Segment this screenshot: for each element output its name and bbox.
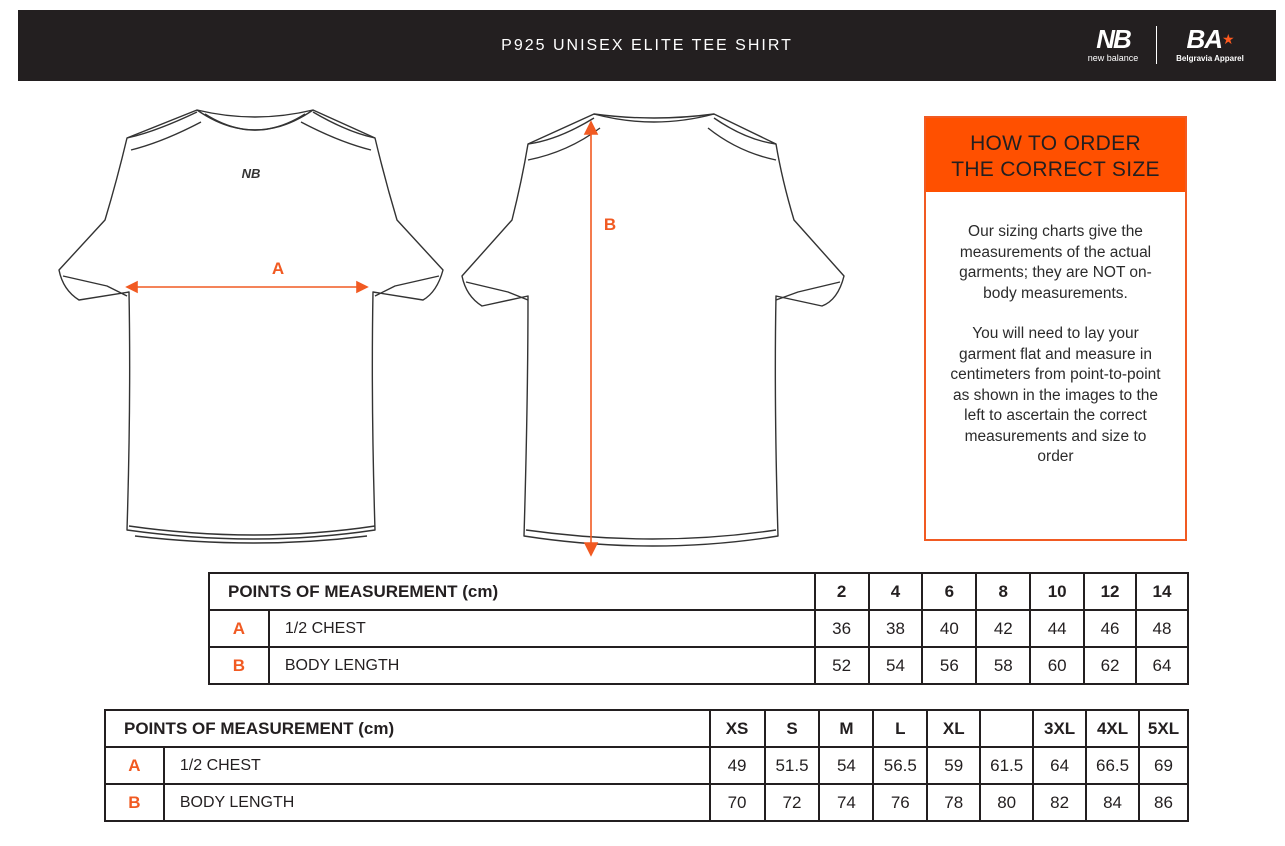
size-header <box>980 710 1033 747</box>
pom-heading: POINTS OF MEASUREMENT (cm) <box>209 573 815 610</box>
measurement-arrow-b <box>585 122 597 555</box>
size-header: 14 <box>1136 573 1188 610</box>
label-a: A <box>271 259 285 278</box>
value-cell: 82 <box>1033 784 1086 821</box>
value-cell: 78 <box>927 784 980 821</box>
table-header-row <box>105 710 1188 747</box>
size-header: M <box>819 710 873 747</box>
row-code: B <box>105 784 164 821</box>
label-b: B <box>603 215 617 234</box>
size-header: 2 <box>815 573 869 610</box>
value-cell: 61.5 <box>980 747 1033 784</box>
value-cell: 38 <box>869 610 923 647</box>
value-cell: 74 <box>819 784 873 821</box>
table-row <box>105 747 1188 784</box>
order-box-body <box>926 192 1185 468</box>
table-row <box>209 647 1188 684</box>
value-cell: 60 <box>1030 647 1084 684</box>
size-header: XL <box>927 710 980 747</box>
value-cell: 62 <box>1084 647 1136 684</box>
new-balance-logo <box>1080 26 1146 66</box>
row-label: BODY LENGTH <box>164 784 710 821</box>
size-header: XS <box>710 710 765 747</box>
page-title: P925 UNISEX ELITE TEE SHIRT <box>501 37 793 54</box>
size-header: 4XL <box>1086 710 1139 747</box>
value-cell: 84 <box>1086 784 1139 821</box>
size-header: 12 <box>1084 573 1136 610</box>
row-code: A <box>209 610 269 647</box>
header-bar <box>18 10 1276 81</box>
value-cell: 69 <box>1139 747 1188 784</box>
table-header-row <box>209 573 1188 610</box>
belgravia-mark-text: BA <box>1186 24 1222 54</box>
nb-chest-logo-icon: NB <box>241 166 261 181</box>
row-label: 1/2 CHEST <box>164 747 710 784</box>
row-code: A <box>105 747 164 784</box>
front-shirt-diagram <box>55 100 447 560</box>
size-chart-youth <box>208 572 1189 685</box>
order-paragraph-1: Our sizing charts give the measurements of the actual garments; they are NOT on-body measurements. <box>959 223 1152 302</box>
size-header: L <box>873 710 927 747</box>
belgravia-wordmark: Belgravia Apparel <box>1176 54 1244 63</box>
value-cell: 72 <box>765 784 820 821</box>
size-header: 6 <box>922 573 976 610</box>
order-info-box <box>924 116 1187 541</box>
value-cell: 48 <box>1136 610 1188 647</box>
size-chart-adult <box>104 709 1189 822</box>
back-shirt-outline <box>462 114 844 546</box>
size-header: S <box>765 710 820 747</box>
size-header: 8 <box>976 573 1030 610</box>
value-cell: 52 <box>815 647 869 684</box>
table-row <box>105 784 1188 821</box>
row-label: BODY LENGTH <box>269 647 815 684</box>
value-cell: 44 <box>1030 610 1084 647</box>
value-cell: 86 <box>1139 784 1188 821</box>
pom-heading: POINTS OF MEASUREMENT (cm) <box>105 710 710 747</box>
size-header: 3XL <box>1033 710 1086 747</box>
measurement-arrow-a <box>127 282 367 292</box>
value-cell: 70 <box>710 784 765 821</box>
star-icon: ★ <box>1222 31 1234 47</box>
value-cell: 66.5 <box>1086 747 1139 784</box>
value-cell: 40 <box>922 610 976 647</box>
value-cell: 54 <box>819 747 873 784</box>
new-balance-mark: NB <box>1096 24 1130 54</box>
row-code: B <box>209 647 269 684</box>
size-header: 10 <box>1030 573 1084 610</box>
value-cell: 49 <box>710 747 765 784</box>
value-cell: 76 <box>873 784 927 821</box>
row-label: 1/2 CHEST <box>269 610 815 647</box>
value-cell: 46 <box>1084 610 1136 647</box>
belgravia-logo <box>1168 25 1252 69</box>
logo-divider <box>1156 26 1157 64</box>
value-cell: 64 <box>1033 747 1086 784</box>
order-title-line1: HOW TO ORDER <box>970 132 1141 155</box>
order-box-header <box>926 118 1185 192</box>
new-balance-wordmark: new balance <box>1087 53 1139 63</box>
table-row <box>209 610 1188 647</box>
value-cell: 56 <box>922 647 976 684</box>
size-header: 4 <box>869 573 923 610</box>
size-header: 5XL <box>1139 710 1188 747</box>
value-cell: 80 <box>980 784 1033 821</box>
value-cell: 42 <box>976 610 1030 647</box>
value-cell: 36 <box>815 610 869 647</box>
value-cell: 58 <box>976 647 1030 684</box>
order-paragraph-2: You will need to lay your garment flat and measure in centimeters from point-to-point as shown in the images to the left to ascertain the correct measurements and size to order <box>950 325 1161 465</box>
belgravia-mark <box>1168 25 1252 53</box>
value-cell: 54 <box>869 647 923 684</box>
value-cell: 64 <box>1136 647 1188 684</box>
order-title-line2: THE CORRECT SIZE <box>951 158 1160 181</box>
value-cell: 56.5 <box>873 747 927 784</box>
back-shirt-diagram <box>458 100 850 560</box>
value-cell: 59 <box>927 747 980 784</box>
value-cell: 51.5 <box>765 747 820 784</box>
